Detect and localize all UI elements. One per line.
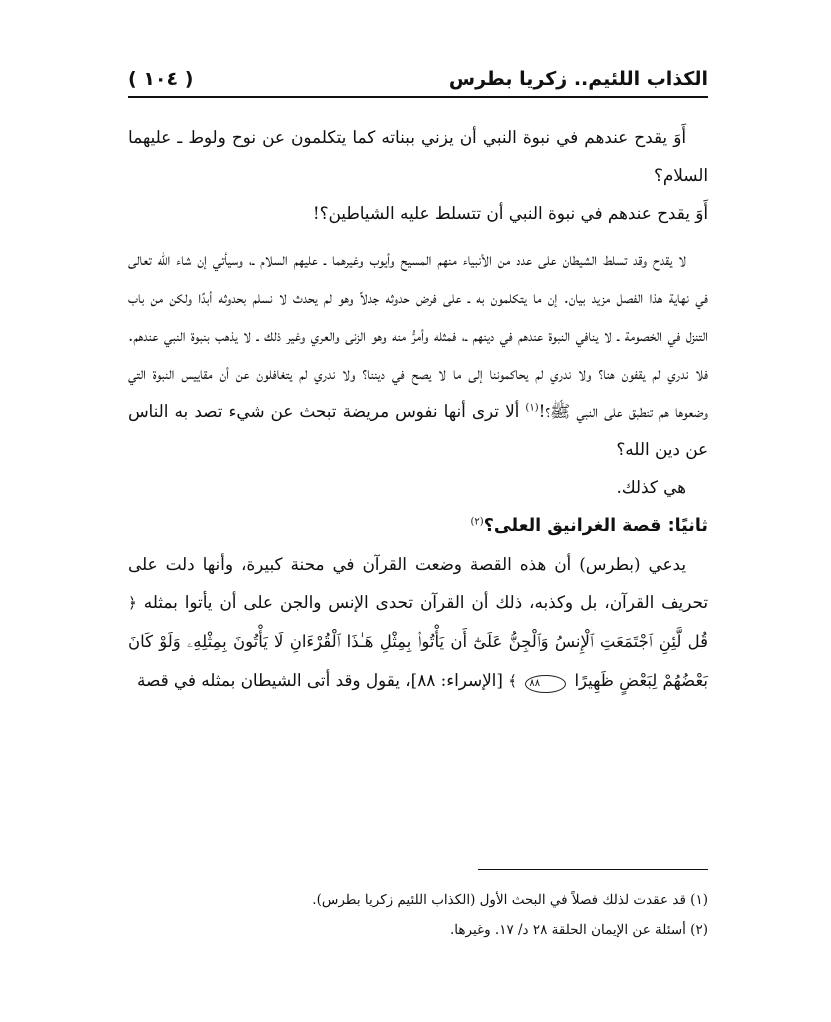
quran-close-bracket: ﴾ [508, 672, 518, 690]
paragraph-2: أَوَ يقدح عندهم في نبوة النبي أن تتسلط عليه الشياطين؟! [312, 203, 708, 223]
footnote-2: (٢) أسئلة عن الإيمان الحلقة ٢٨ د/ ١٧. وغيرها. [449, 922, 708, 938]
footnotes [128, 885, 708, 945]
footnote-separator [478, 869, 708, 870]
paragraph-4: هي كذلك. [616, 477, 686, 497]
section-heading [128, 506, 708, 545]
footnote-1: (١) قد عقدت لذلك فصلاً في البحث الأول (الكذاب اللئيم زكريا بطرس). [312, 892, 708, 908]
ayah-number-marker: ٨٨ [525, 675, 566, 693]
footnote-ref-1: (١) [525, 402, 539, 414]
quran-open-bracket: ﴿ [128, 594, 137, 612]
section-heading-text: ثانيًا: قصة الغرانيق العلى؟ [483, 516, 708, 536]
paragraph-3 [128, 240, 708, 468]
paragraph-5-text: يدعي (بطرس) أن هذه القصة وضعت القرآن في محنة كبيرة، وأنها دلت على تحريف القرآن، بل وكذبه، ذلك أن القرآن تحدى الإنس والجن على أن يأتوا بمثله [128, 554, 708, 612]
quran-verse: قُل لَّئِنِ ٱجْتَمَعَتِ ٱلْإِنسُ وَٱلْجِنُّ عَلَىٰٓ أَن يَأْتُوا۟ بِمِثْلِ هَـٰذَا ٱلْقُرْءَانِ لَا يَأْتُونَ بِمِثْلِهِۦ وَلَوْ كَانَ بَعْضُهُمْ لِبَعْضٍ ظَهِيرًا [128, 632, 708, 690]
paragraph-3-end: ألا ترى أنها نفوس مريضة تبحث عن شيء تصد به الناس عن دين الله؟ [128, 401, 708, 459]
paragraph-3-text: لا يقدح وقد تسلط الشيطان على عدد من الأنبياء منهم المسيح وأيوب وغيرهما ـ عليهم السلام ـ، وسيأتي إن شاء الله تعالى في نهاية هذا الفصل مزيد بيان. إن ما يتكلمون به ـ على فرض حدوثه جدلاً وهو لم يحدث لا نسلم بحدوثه أبدًا ولكن من باب التنزل في الخصومة ـ لا ينافي النبوة عندهم في دينهم ـ، فمثله وأمرُّ منه وهو الزنى والعري وغير ذلك ـ لا يذهب بنبوة النبي عندهم. فلا ندري لم يقفون هنا؟ ولا ندري لم يحاكموننا إلى ما لا يصح في ديننا؟ ولا ندري لم يتغافلون عن أن مقاييس النبوة التي وضعوها هم تنطبق على النبي ﷺ؟! [128, 249, 708, 421]
main-text [128, 118, 708, 700]
paragraph-1: أَوَ يقدح عندهم في نبوة النبي أن يزني ببناته كما يتكلمون عن نوح ولوط ـ عليهما السلام؟ [128, 127, 708, 185]
paragraph-5-end: ، يقول وقد أتى الشيطان بمثله في قصة [137, 670, 411, 690]
running-title: الكذاب اللئيم.. زكريا بطرس [448, 68, 708, 90]
quran-reference: [الإسراء: ٨٨] [410, 670, 503, 690]
paragraph-gap [128, 232, 708, 240]
header-rule [128, 96, 708, 98]
page-number: ( ١٠٤ ) [128, 68, 194, 90]
footnote-ref-2: (٢) [470, 516, 484, 528]
page-header [128, 62, 708, 96]
paragraph-5 [128, 545, 708, 700]
